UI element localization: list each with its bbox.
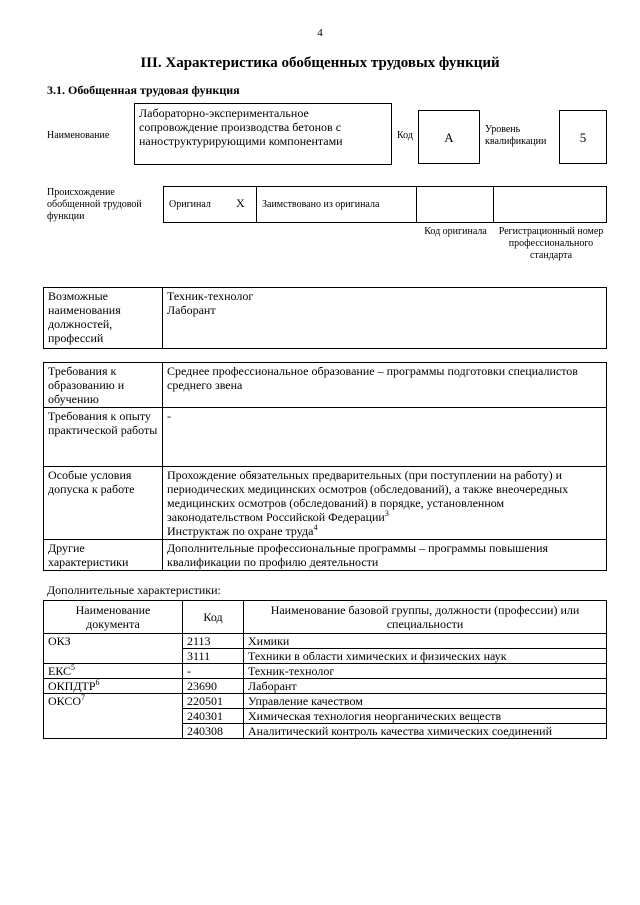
table-row [44, 467, 607, 540]
code-cell: 220501 [183, 694, 244, 709]
requirements-table [43, 362, 607, 571]
divider [493, 187, 494, 222]
requirement-text: Инструктаж по охране труда [167, 524, 314, 538]
name-label: Наименование [47, 130, 110, 141]
requirement-value: Дополнительные профессиональные программы – программы повышения квалификации по профилю деятельности [163, 540, 607, 571]
doc-name: ОКСО [48, 694, 82, 708]
code-cell: 240301 [183, 709, 244, 724]
requirement-label: Требования к опыту практической работы [44, 408, 163, 467]
table-row [44, 664, 607, 679]
positions-values [163, 288, 607, 349]
requirement-label: Требования к образованию и обучению [44, 363, 163, 408]
code-label: Код [397, 130, 413, 141]
table-row [44, 679, 607, 694]
level-value: 5 [559, 110, 607, 164]
table-row [44, 694, 607, 709]
doc-cell [44, 694, 183, 739]
requirement-value: Среднее профессиональное образование – программы подготовки специалистов среднего звена [163, 363, 607, 408]
doc-cell [44, 679, 183, 694]
level-label: Уровень квалификации [485, 124, 547, 147]
code-cell: 3111 [183, 649, 244, 664]
table-row [44, 363, 607, 408]
requirement-text: Прохождение обязательных предварительных (при поступлении на работу) и периодических медицинских осмотров (обследований), а также внеочередных медицинских осмотров (обследований) в порядке, установленном законодательством Российской Федерации [167, 468, 569, 524]
position-item: Лаборант [167, 303, 216, 317]
doc-cell [44, 664, 183, 679]
position-item: Техник-технолог [167, 289, 254, 303]
code-value: А [418, 110, 480, 164]
doc-cell [44, 634, 183, 664]
title-cell: Техник-технолог [244, 664, 607, 679]
column-header: Наименование документа [44, 601, 183, 634]
column-header: Наименование базовой группы, должности (профессии) или специальности [244, 601, 607, 634]
footnote-ref: 4 [313, 523, 318, 532]
additional-title: Дополнительные характеристики: [47, 583, 221, 597]
origin-box [163, 186, 607, 223]
positions-label: Возможные наименования должностей, профессий [44, 288, 163, 349]
title-cell: Лаборант [244, 679, 607, 694]
name-value: Лабораторно-экспериментальное сопровождение производства бетонов с наноструктурирующими компонентами [139, 106, 343, 148]
column-header: Код [183, 601, 244, 634]
additional-table [43, 600, 607, 739]
name-value-box [134, 103, 392, 165]
positions-table [43, 287, 607, 349]
code-original-caption: Код оригинала [424, 226, 487, 237]
title-cell: Управление качеством [244, 694, 607, 709]
title-cell: Аналитический контроль качества химических соединений [244, 724, 607, 739]
original-label: Оригинал [169, 199, 211, 210]
origin-label: Происхождение обобщенной трудовой функции [47, 187, 142, 222]
original-mark: X [236, 196, 245, 210]
code-cell: 2113 [183, 634, 244, 649]
divider [256, 187, 257, 222]
requirement-value [163, 467, 607, 540]
table-row [44, 634, 607, 649]
borrowed-label: Заимствовано из оригинала [262, 199, 380, 210]
footnote-ref: 3 [384, 509, 389, 518]
footnote-ref: 5 [71, 663, 76, 672]
requirement-label: Другие характеристики [44, 540, 163, 571]
code-cell: 23690 [183, 679, 244, 694]
footnote-ref: 7 [81, 693, 86, 702]
doc-name: ОКПДТР [48, 679, 96, 693]
code-cell: - [183, 664, 244, 679]
section-title: III. Характеристика обобщенных трудовых функций [140, 55, 500, 71]
footnote-ref: 6 [95, 678, 100, 687]
table-row [44, 540, 607, 571]
subsection-title: 3.1. Обобщенная трудовая функция [47, 83, 240, 97]
title-cell: Химики [244, 634, 607, 649]
title-cell: Химическая технология неорганических веществ [244, 709, 607, 724]
doc-name: ЕКС [48, 664, 72, 678]
reg-number-caption: Регистрационный номер профессионального стандарта [498, 226, 604, 261]
divider [416, 187, 417, 222]
table-row [44, 408, 607, 467]
table-row [44, 288, 607, 349]
doc-name: ОКЗ [48, 634, 71, 648]
requirement-label: Особые условия допуска к работе [44, 467, 163, 540]
requirement-value: - [163, 408, 607, 467]
code-cell: 240308 [183, 724, 244, 739]
table-header-row [44, 601, 607, 634]
page-number: 4 [317, 27, 323, 39]
title-cell: Техники в области химических и физических наук [244, 649, 607, 664]
